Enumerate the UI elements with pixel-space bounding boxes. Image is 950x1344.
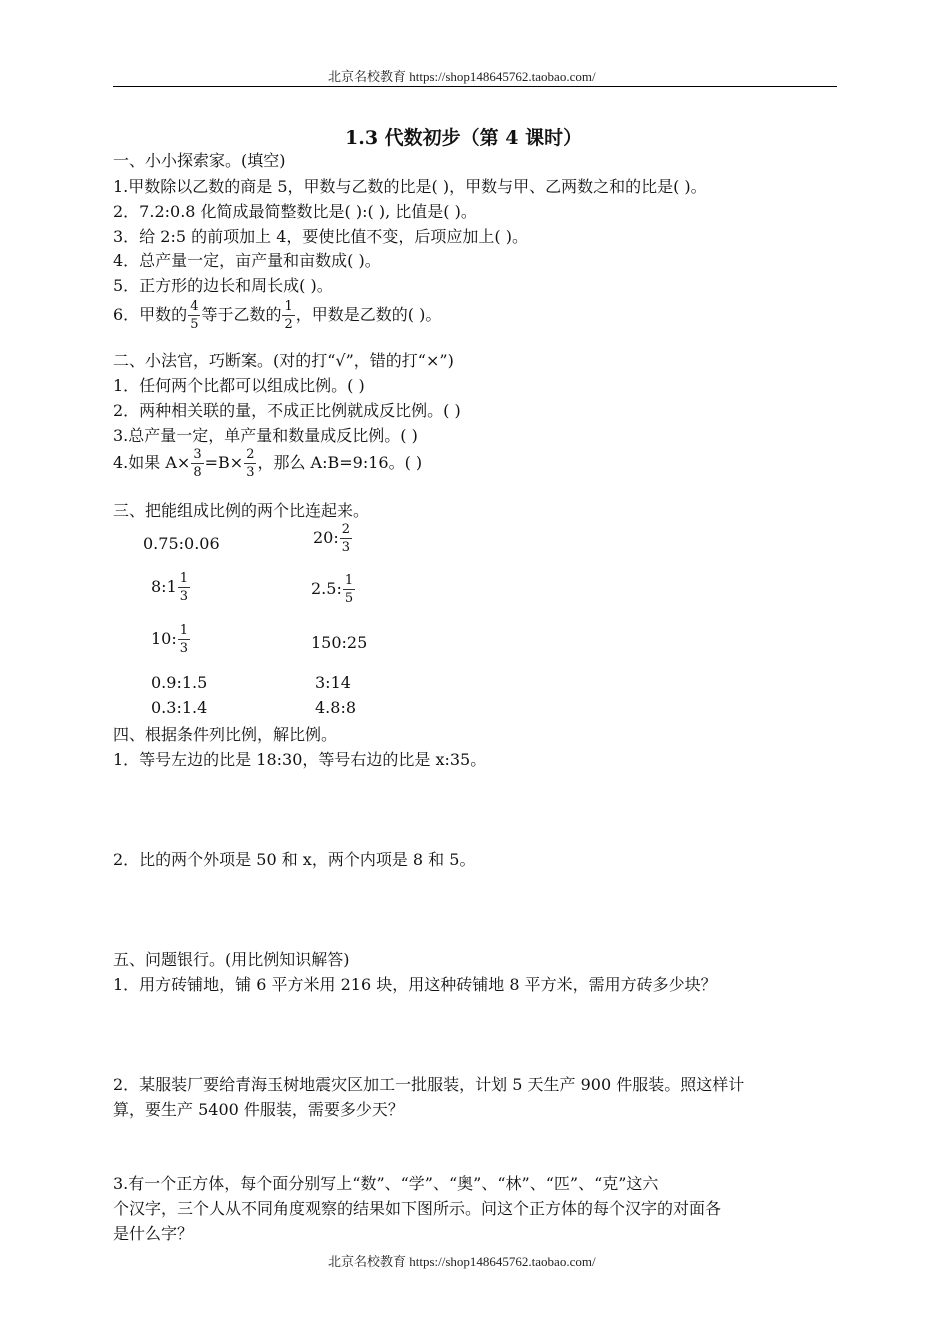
s2-q4-part-c: ，那么 A:B=9:16。( ) — [257, 453, 423, 472]
left-ratio-5: 0.3:1.4 — [151, 698, 208, 717]
s2-question-1: 1．任何两个比都可以组成比例。( ) — [113, 376, 365, 395]
fraction: $\frac{4}{5}$ — [190, 299, 199, 332]
s2-q4-part-a: 4.如果 A× — [113, 453, 191, 472]
s2-question-2: 2．两种相关联的量，不成正比例就成反比例。( ) — [113, 401, 461, 420]
left-ratio-3: 10: $\frac{1}{3}$ — [151, 623, 189, 656]
left-ratio-1: 0.75:0.06 — [143, 534, 220, 553]
s1-q6-part-b: 等于乙数的 — [201, 305, 282, 324]
s1-question-2: 2．7.2:0.8 化简成最简整数比是( ):( ), 比值是( )。 — [113, 202, 477, 221]
s5-question-2-line-1: 2．某服装厂要给青海玉树地震灾区加工一批服装，计划 5 天生产 900 件服装。照这样计 — [113, 1075, 745, 1094]
section-2-heading: 二、小法官，巧断案。(对的打“√”，错的打“×”) — [113, 351, 454, 370]
section-3-heading: 三、把能组成比例的两个比连起来。 — [113, 501, 370, 520]
right-ratio-2: 2.5: $\frac{1}{5}$ — [311, 573, 354, 606]
fraction: $\frac{1}{5}$ — [344, 573, 354, 606]
fraction: $\frac{2}{3}$ — [341, 522, 351, 555]
s2-q4-part-b: =B× — [204, 453, 244, 472]
fraction: $\frac{1}{2}$ — [284, 299, 293, 332]
s4-question-2: 2．比的两个外项是 50 和 x，两个内项是 8 和 5。 — [113, 850, 476, 869]
right-ratio-5: 4.8:8 — [315, 698, 357, 717]
s2-question-4 — [113, 448, 422, 479]
s2-question-3: 3.总产量一定，单产量和数量成反比例。( ) — [113, 426, 418, 445]
s1-question-5: 5．正方形的边长和周长成( )。 — [113, 276, 333, 295]
fraction: $\frac{1}{3}$ — [179, 623, 189, 656]
fraction: $\frac{1}{3}$ — [179, 571, 189, 604]
s5-question-3-line-3: 是什么字？ — [113, 1224, 194, 1243]
s1-question-3: 3．给 2:5 的前项加上 4，要使比值不变，后项应加上( )。 — [113, 227, 528, 246]
page-title: 1.3 代数初步（第 4 课时） — [345, 127, 583, 149]
s5-question-2-line-2: 算，要生产 5400 件服装，需要多少天？ — [113, 1100, 404, 1119]
page-header: 北京名校教育 https://shop148645762.taobao.com/ — [328, 69, 596, 84]
left-ratio-2: 8:1 $\frac{1}{3}$ — [151, 571, 189, 604]
section-1-heading: 一、小小探索家。(填空) — [113, 151, 286, 170]
right-ratio-3: 150:25 — [311, 633, 368, 652]
right-ratio-4: 3:14 — [315, 673, 351, 692]
left-ratio-4: 0.9:1.5 — [151, 673, 208, 692]
page-footer: 北京名校教育 https://shop148645762.taobao.com/ — [328, 1254, 596, 1269]
s1-question-4: 4．总产量一定，亩产量和亩数成( )。 — [113, 251, 381, 270]
section-5-heading: 五、问题银行。(用比例知识解答) — [113, 950, 350, 969]
section-4-heading: 四、根据条件列比例，解比例。 — [113, 725, 338, 744]
s5-question-3-line-2: 个汉字，三个人从不同角度观察的结果如下图所示。问这个正方体的每个汉字的对面各 — [113, 1199, 722, 1218]
fraction: $\frac{3}{8}$ — [193, 447, 202, 480]
right-ratio-1: 20: $\frac{2}{3}$ — [313, 522, 351, 555]
s1-q6-part-a: 6．甲数的 — [113, 305, 188, 324]
s5-question-1: 1．用方砖铺地，铺 6 平方米用 216 块，用这种砖铺地 8 平方米，需用方砖多少块？ — [113, 975, 717, 994]
s1-question-6 — [113, 300, 441, 331]
s1-q6-part-c: ，甲数是乙数的( )。 — [295, 305, 442, 324]
s1-question-1: 1.甲数除以乙数的商是 5，甲数与乙数的比是( )，甲数与甲、乙两数之和的比是( )。 — [113, 177, 707, 196]
s4-question-1: 1．等号左边的比是 18:30，等号右边的比是 x:35。 — [113, 750, 487, 769]
s5-question-3-line-1: 3.有一个正方体，每个面分别写上“数”、“学”、“奥”、“林”、“匹”、“克”这六 — [113, 1174, 659, 1193]
fraction: $\frac{2}{3}$ — [246, 447, 255, 480]
header-rule — [113, 86, 837, 87]
